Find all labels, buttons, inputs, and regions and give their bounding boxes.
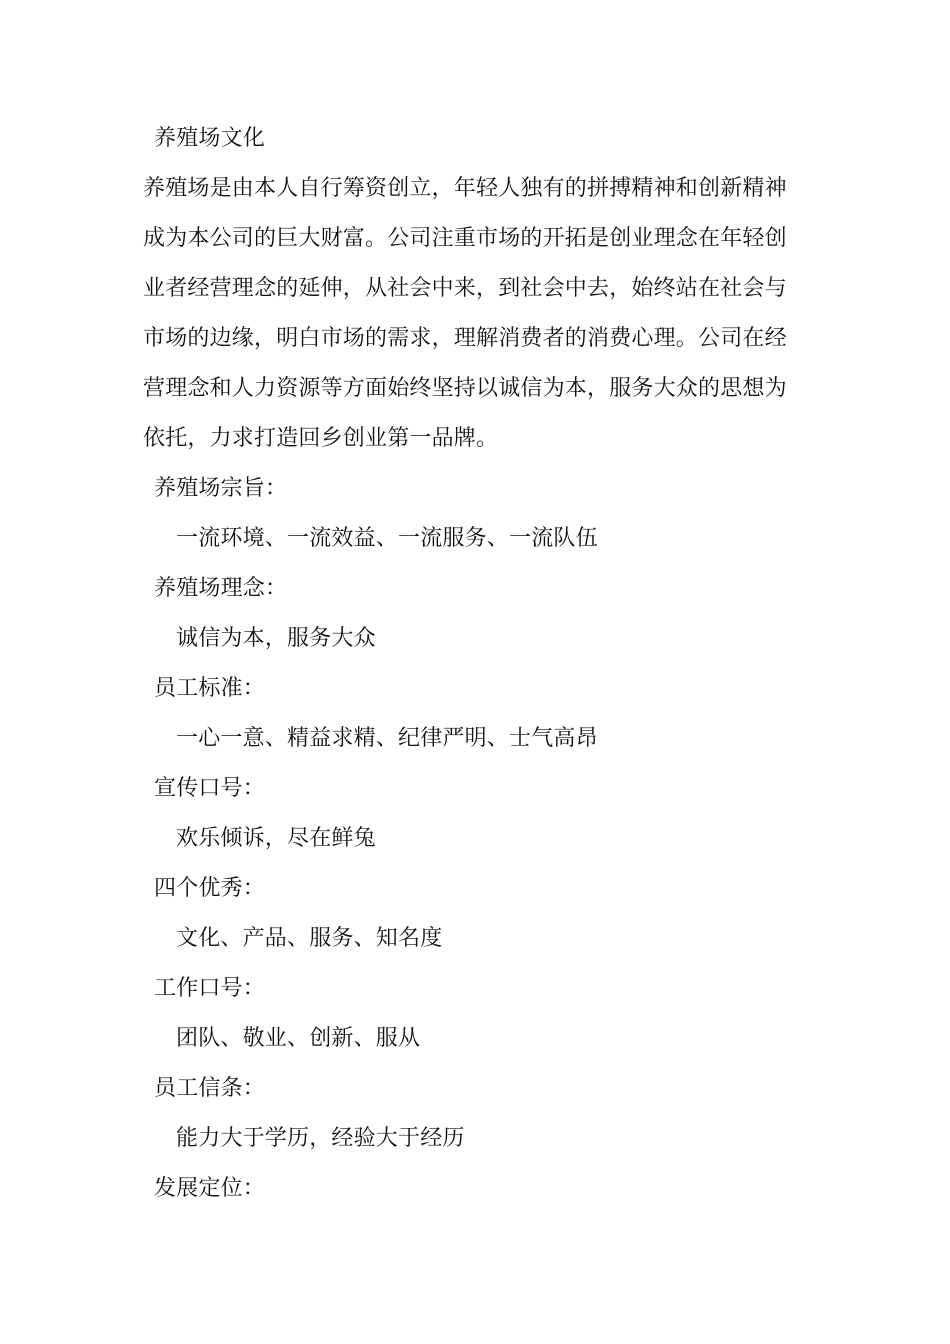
- section-heading-philosophy: 养殖场理念：: [154, 576, 288, 601]
- section-heading-work-slogan: 工作口号：: [154, 976, 266, 1001]
- section-heading-four-excellences: 四个优秀：: [154, 876, 266, 901]
- section-value-staff-creed: 能力大于学历，经验大于经历: [176, 1126, 465, 1151]
- section-heading-slogan: 宣传口号：: [154, 776, 266, 801]
- section-value-slogan: 欢乐倾诉，尽在鲜兔: [176, 826, 376, 851]
- intro-paragraph-line: 业者经营理念的延伸，从社会中来，到社会中去，始终站在社会与: [143, 276, 787, 301]
- intro-paragraph-line: 市场的边缘，明白市场的需求，理解消费者的消费心理。公司在经: [143, 326, 787, 351]
- section-value-work-slogan: 团队、敬业、创新、服从: [176, 1026, 421, 1051]
- intro-paragraph-line: 养殖场是由本人自行筹资创立，年轻人独有的拼搏精神和创新精神: [143, 176, 787, 201]
- document-title: 养殖场文化: [154, 126, 266, 151]
- section-heading-development-positioning: 发展定位：: [154, 1176, 266, 1201]
- intro-paragraph-line: 成为本公司的巨大财富。公司注重市场的开拓是创业理念在年轻创: [143, 226, 787, 251]
- section-heading-purpose: 养殖场宗旨：: [154, 476, 288, 501]
- section-heading-staff-standard: 员工标准：: [154, 676, 266, 701]
- intro-paragraph-line: 营理念和人力资源等方面始终坚持以诚信为本，服务大众的思想为: [143, 376, 787, 401]
- section-value-purpose: 一流环境、一流效益、一流服务、一流队伍: [176, 526, 598, 551]
- section-heading-staff-creed: 员工信条：: [154, 1076, 266, 1101]
- intro-paragraph-line: 依托，力求打造回乡创业第一品牌。: [143, 426, 499, 451]
- section-value-staff-standard: 一心一意、精益求精、纪律严明、士气高昂: [176, 726, 598, 751]
- section-value-four-excellences: 文化、产品、服务、知名度: [176, 926, 443, 951]
- section-value-philosophy: 诚信为本，服务大众: [176, 626, 376, 651]
